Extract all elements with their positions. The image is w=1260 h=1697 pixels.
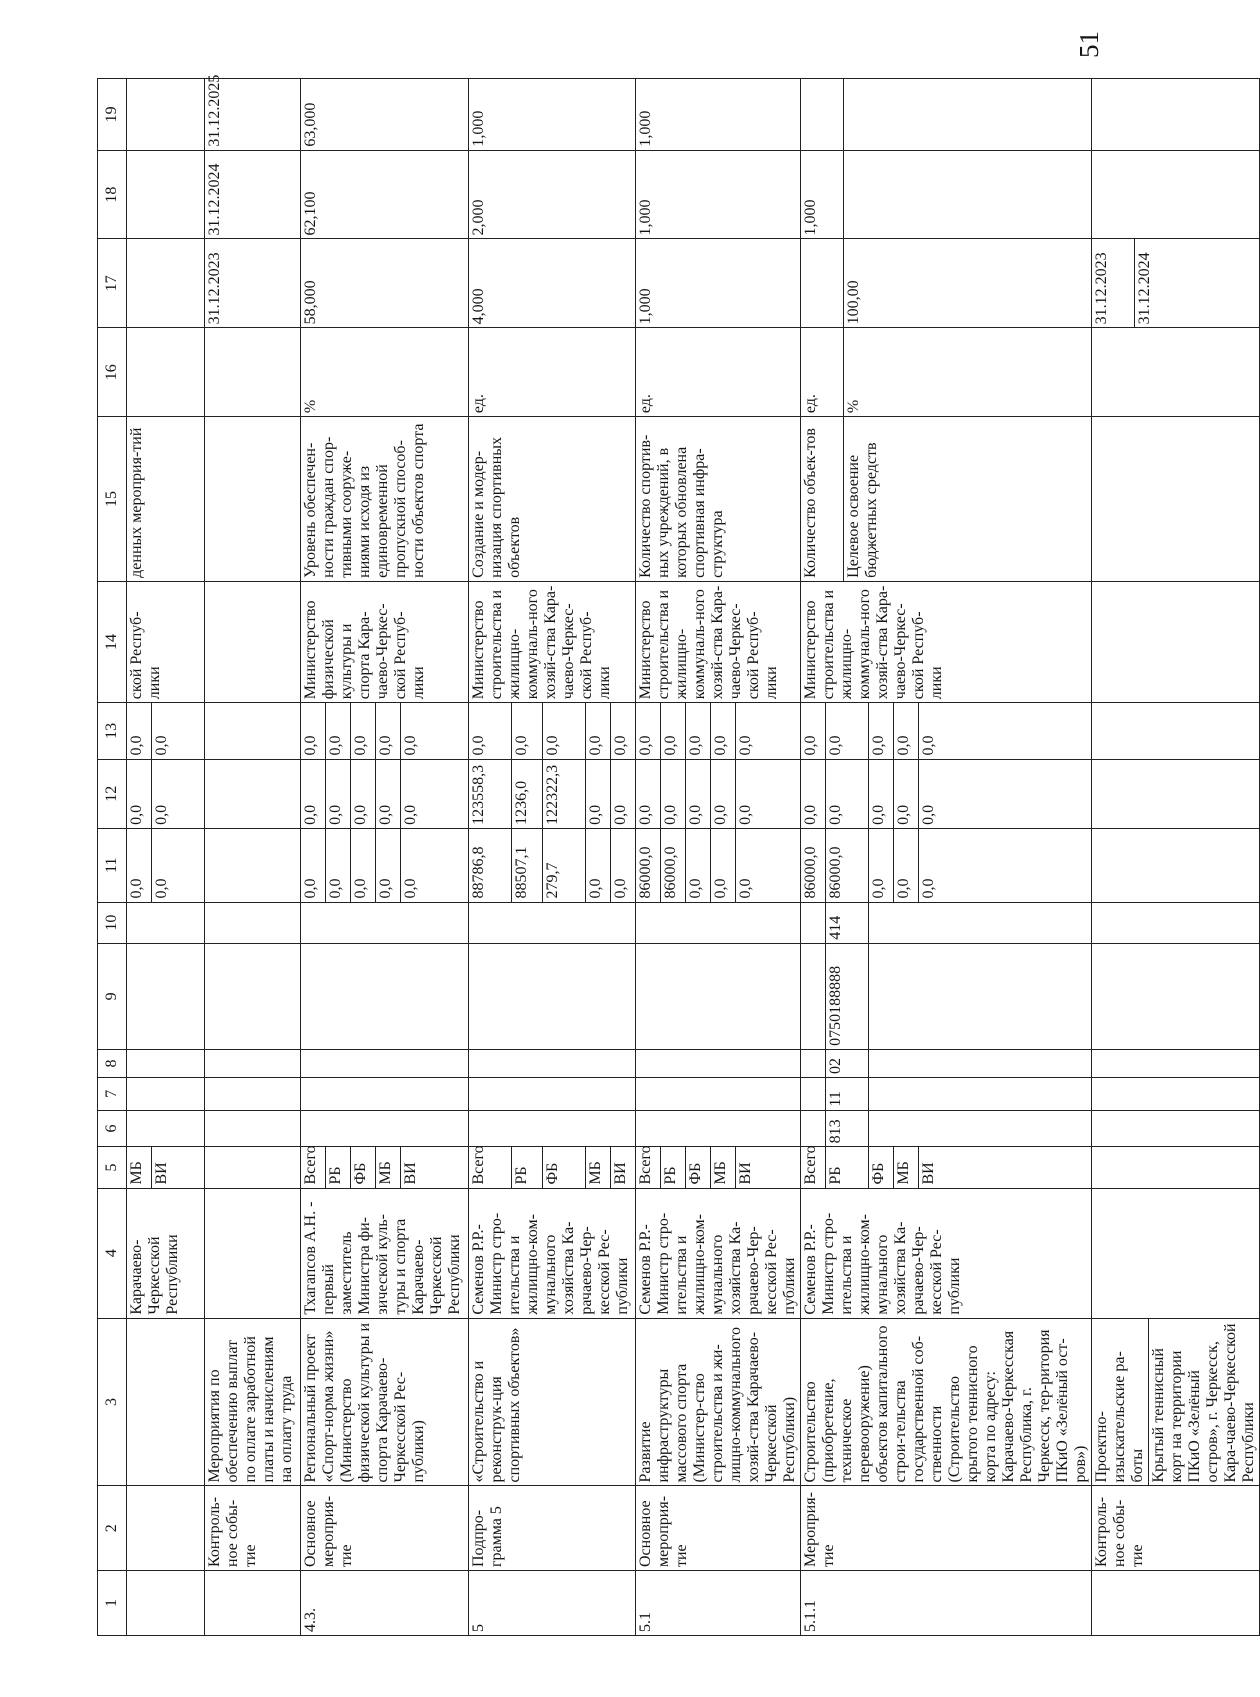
source-label: ВИ	[612, 1162, 629, 1185]
source-label: МБ	[711, 1147, 736, 1187]
amount-cell: 123558,3	[469, 760, 512, 828]
source-label: ВИ	[737, 1162, 754, 1185]
unit-cell: ед.	[636, 328, 801, 417]
amount-cell: 0,0	[543, 703, 586, 758]
amount-cell: 0,0	[402, 878, 419, 899]
amount-cell: 1236,0	[512, 760, 543, 828]
row-number: 5.1.1	[801, 1571, 1092, 1636]
name-cell: Крытый теннисный корт на территории ПКиО «Зелёный остров», г. Черкесск, Кара-чаево-Черкесской Республики	[1150, 1323, 1257, 1483]
table-row	[127, 79, 205, 1636]
amount-cell: 0,0	[612, 804, 629, 825]
colnum: 3	[98, 1318, 127, 1486]
amount-cell: 0,0	[402, 804, 419, 825]
source-label: РБ	[512, 1147, 543, 1187]
table-row	[801, 79, 1092, 1636]
table-row	[636, 79, 801, 1636]
amount-cell: 0,0	[711, 829, 736, 902]
value-cell: 100,00	[845, 280, 862, 325]
source-label: РБ	[826, 1147, 869, 1187]
source-label: МБ	[894, 1147, 919, 1187]
rotated-table-scan	[97, 74, 1257, 1636]
amount-cell: 0,0	[737, 735, 754, 756]
source-label: Всего	[301, 1147, 326, 1187]
executor-cell: Министерство строительства и жилищно-коммуналь-ного хозяй-ства Кара-чаево-Черкес-ской Респуб-лики	[469, 581, 636, 702]
colnum: 1	[98, 1571, 127, 1636]
unit-cell: %	[845, 399, 862, 414]
value-cell: 63,000	[301, 79, 469, 151]
budget-code-cell: 813	[826, 1111, 869, 1147]
amount-cell: 0,0	[127, 829, 152, 902]
value-cell: 1,000	[801, 151, 844, 239]
name-cell: «Строительство и реконструк-ция спортивных объектов»	[469, 1318, 636, 1486]
amount-cell: 0,0	[826, 760, 869, 828]
name-cell: Мероприятия по обеспечению выплат по оплате заработной платы и начислениям на оплату труда	[205, 1318, 301, 1486]
indicator-cell: Количество объек-тов	[801, 417, 844, 581]
colnum: 5	[98, 1147, 127, 1188]
colnum: 2	[98, 1486, 127, 1571]
colnum: 8	[98, 1049, 127, 1077]
amount-cell: 0,0	[894, 703, 919, 758]
type-cell: Основное мероприя-тие	[301, 1486, 469, 1571]
amount-cell: 0,0	[586, 829, 611, 902]
name-cell: Строительство (приобретение, техническое перевооружение) объектов капитального строи-тельства государственной соб-ственности (Строительство крытого теннисного корта по адресу: Карачаево-Черкесская Республика, г. Черкесск, тер-ритория ПКиО «Зелёный ост-ров»)	[801, 1318, 1092, 1486]
amount-cell: 122322,3	[543, 760, 586, 828]
responsible-cell: Семенов Р.Р.-Министр стро-ительства и жилищно-ком-мунального хозяйства Ка-рачаево-Чер-кесской Рес-публики	[469, 1188, 636, 1318]
responsible-cell: Семенов Р.Р.-Министр стро-ительства и жилищно-ком-мунального хозяйства Ка-рачаево-Чер-кесской Рес-публики	[801, 1188, 1092, 1318]
colnum: 4	[98, 1188, 127, 1318]
amount-cell: 0,0	[801, 703, 826, 758]
colnum: 17	[98, 239, 127, 328]
date-cell: 31.12.2023	[205, 239, 301, 328]
table-row	[469, 79, 636, 1636]
table-row	[205, 79, 301, 1636]
amount-cell: 88786,8	[469, 829, 512, 902]
date-cell: 31.12.2024	[1136, 252, 1153, 325]
source-label: ВИ	[920, 1162, 937, 1185]
amount-cell: 0,0	[326, 703, 351, 758]
unit-cell: ед.	[801, 328, 844, 416]
budget-code-cell: 414	[826, 903, 869, 943]
amount-cell: 0,0	[894, 760, 919, 828]
value-cell: 1,000	[636, 150, 801, 239]
amount-cell: 0,0	[686, 760, 711, 828]
amount-cell: 0,0	[376, 703, 401, 758]
type-cell: Основное мероприя-тие	[636, 1486, 801, 1571]
amount-cell: 0,0	[920, 804, 937, 825]
colnum: 16	[98, 328, 127, 417]
name-cell: Развитие инфраструктуры массового спорта (Министер-ство строительства и жи-лищно-коммунального хозяй-ства Карачаево-Черкесской Республики)	[636, 1318, 801, 1486]
amount-cell: 88507,1	[512, 829, 543, 902]
indicator-cell: Уровень обеспечен-ности граждан спор-тивными сооруже-ниями исходя из единовременной пропускной способ-ности объектов спорта	[301, 417, 469, 582]
amount-cell: 0,0	[326, 760, 351, 828]
name-cell: Региональный проект «Спорт-норма жизни» (Министерство физической культуры и спорта Карачаево-Черкесской Рес-публики)	[301, 1318, 469, 1486]
source-label: Всего	[801, 1147, 826, 1187]
amount-cell: 0,0	[894, 829, 919, 902]
source-label: ВИ	[402, 1162, 419, 1185]
colnum: 18	[98, 150, 127, 239]
colnum: 14	[98, 581, 127, 702]
amount-cell: 0,0	[920, 878, 937, 899]
amount-cell: 0,0	[612, 878, 629, 899]
colnum: 11	[98, 828, 127, 902]
colnum: 12	[98, 759, 127, 828]
value-cell: 62,100	[301, 150, 469, 239]
program-table	[97, 74, 1260, 1636]
date-cell: 31.12.2023	[1092, 239, 1135, 327]
indicator-cell: Создание и модер-низация спортивных объектов	[469, 417, 636, 582]
amount-cell: 86000,0	[636, 829, 661, 902]
name-cell: Проектно-изыскательские ра-боты	[1092, 1319, 1149, 1486]
column-number-row	[98, 79, 127, 1636]
amount-cell: 0,0	[711, 703, 736, 758]
amount-cell: 0,0	[686, 703, 711, 758]
type-cell: Контроль-ное собы-тие	[1092, 1486, 1260, 1571]
amount-cell: 86000,0	[826, 829, 869, 902]
amount-cell: 0,0	[586, 760, 611, 828]
source-label: ВИ	[153, 1162, 170, 1185]
row-number: 5.1	[636, 1571, 801, 1636]
amount-cell: 0,0	[737, 804, 754, 825]
source-label: МБ	[127, 1147, 152, 1187]
date-cell: 31.12.2024	[205, 150, 301, 239]
colnum: 19	[98, 79, 127, 151]
amount-cell: 0,0	[153, 878, 170, 899]
date-cell: 31.12.2025	[205, 79, 301, 151]
amount-cell: 0,0	[127, 760, 152, 828]
indicator-cell: Количество спортив-ных учреждений, в которых обновлена спортивная инфра-структура	[636, 417, 801, 582]
type-cell: Подпро-грамма 5	[469, 1486, 636, 1571]
amount-cell: 0,0	[586, 703, 611, 758]
responsible-cell: Тхагапсов А.Н. - первый заместитель Министра фи-зической куль-туры и спорта Карачаево-Черкесской Республики	[301, 1188, 469, 1318]
colnum: 9	[98, 943, 127, 1049]
amount-cell: 86000,0	[661, 829, 686, 902]
colnum: 7	[98, 1078, 127, 1111]
type-cell: Мероприя-тие	[801, 1486, 1092, 1571]
amount-cell: 0,0	[512, 703, 543, 758]
amount-cell: 86000,0	[801, 829, 826, 902]
amount-cell: 0,0	[661, 760, 686, 828]
amount-cell: 0,0	[326, 829, 351, 902]
amount-cell: 0,0	[301, 760, 326, 828]
source-label: ФБ	[351, 1147, 376, 1187]
amount-cell: 0,0	[153, 735, 170, 756]
value-cell: 58,000	[301, 239, 469, 328]
amount-cell: 0,0	[351, 703, 376, 758]
colnum: 13	[98, 703, 127, 759]
executor-cell: Министерство физической культуры и спорта Кара-чаево-Черкес-ской Респуб-лики	[301, 581, 469, 702]
executor-cell: Министерство строительства и жилищно-коммуналь-ного хозяй-ства Кара-чаево-Черкес-ской Респуб-лики	[801, 581, 1092, 702]
value-cell: 1,000	[636, 239, 801, 328]
amount-cell: 0,0	[301, 829, 326, 902]
row-number: 4.3.	[301, 1571, 469, 1636]
amount-cell: 0,0	[301, 703, 326, 758]
amount-cell: 0,0	[869, 829, 894, 902]
amount-cell: 0,0	[737, 878, 754, 899]
executor-cell: ской Респуб-лики	[127, 581, 205, 702]
amount-cell: 0,0	[869, 760, 894, 828]
value-cell: 4,000	[469, 239, 636, 328]
source-label: Всего	[636, 1147, 661, 1187]
amount-cell: 0,0	[402, 735, 419, 756]
source-label: МБ	[586, 1147, 611, 1187]
amount-cell: 0,0	[801, 760, 826, 828]
amount-cell: 0,0	[351, 829, 376, 902]
amount-cell: 0,0	[869, 703, 894, 758]
amount-cell: 0,0	[661, 703, 686, 758]
source-label: РБ	[661, 1147, 686, 1187]
amount-cell: 0,0	[711, 760, 736, 828]
amount-cell: 0,0	[376, 760, 401, 828]
source-label: МБ	[376, 1147, 401, 1187]
unit-cell: %	[301, 328, 469, 417]
table-row	[301, 79, 469, 1636]
colnum: 6	[98, 1110, 127, 1147]
amount-cell: 0,0	[612, 735, 629, 756]
colnum: 15	[98, 417, 127, 582]
source-label: ФБ	[869, 1147, 894, 1187]
amount-cell: 0,0	[469, 703, 512, 758]
source-label: РБ	[326, 1147, 351, 1187]
value-cell: 1,000	[636, 79, 801, 151]
budget-code-cell: 02	[826, 1050, 869, 1077]
page-number: 51	[1074, 31, 1104, 58]
amount-cell: 0,0	[636, 760, 661, 828]
responsible-cell: Семенов Р.Р.-Министр стро-ительства и жилищно-ком-мунального хозяйства Ка-рачаево-Чер-кесской Рес-публики	[636, 1188, 801, 1318]
amount-cell: 0,0	[826, 703, 869, 758]
budget-code-cell: 11	[826, 1078, 869, 1110]
type-cell: Контроль-ное собы-тие	[205, 1486, 301, 1571]
unit-cell: ед.	[469, 328, 636, 417]
table-row	[1092, 79, 1260, 1636]
indicator-cell: Целевое освоение бюджетных средств	[845, 442, 880, 578]
row-number: 5	[469, 1571, 636, 1636]
source-label: ФБ	[686, 1147, 711, 1187]
amount-cell: 0,0	[636, 703, 661, 758]
indicator-cell: денных мероприя-тий	[127, 417, 205, 582]
responsible-cell: Карачаево-Черкесской Республики	[127, 1188, 205, 1318]
executor-cell: Министерство строительства и жилищно-коммуналь-ного хозяй-ства Кара-чаево-Черкес-ской Респуб-лики	[636, 581, 801, 702]
source-label: ФБ	[543, 1147, 586, 1187]
amount-cell: 0,0	[153, 804, 170, 825]
colnum: 10	[98, 902, 127, 943]
value-cell: 2,000	[469, 150, 636, 239]
amount-cell: 0,0	[920, 735, 937, 756]
amount-cell: 0,0	[686, 829, 711, 902]
amount-cell: 0,0	[376, 829, 401, 902]
value-cell: 1,000	[469, 79, 636, 151]
budget-code-cell: 0750188888	[826, 944, 869, 1049]
source-label: Всего	[469, 1147, 512, 1187]
amount-cell: 0,0	[127, 703, 152, 758]
amount-cell: 0,0	[351, 760, 376, 828]
amount-cell: 279,7	[543, 829, 586, 902]
